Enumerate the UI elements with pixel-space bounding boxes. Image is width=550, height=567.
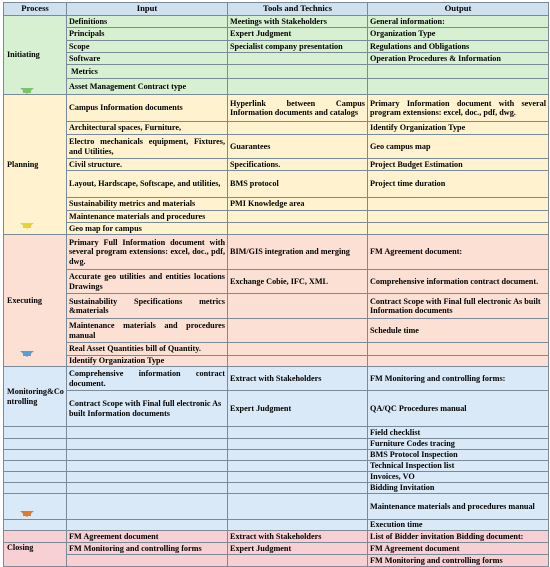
cell-tools: Guarantees [228,135,368,159]
table-row [4,95,549,122]
cell-input: Sustainability metrics and materials [67,198,228,211]
cell-input: Asset Management Contract type [67,79,228,95]
cell-tools [228,356,368,367]
header-tools: Tools and Technics [228,3,368,16]
table-row [4,270,549,294]
table-row [4,171,549,198]
cell-tools: Expert Judgment [228,28,368,41]
cell-input [67,520,228,531]
cell-tools [228,555,368,567]
cell-input: Maintenance materials and procedures manual [67,319,228,343]
cell-input: Electro mechanicals equipment, Fixtures, and Utilities, [67,135,228,159]
cell-input: Maintenance materials and procedures [67,211,228,223]
table-row [4,211,549,223]
project-process-table [3,2,549,567]
cell-tools [228,461,368,472]
table-row [4,367,549,391]
cell-tools: BMS protocol [228,171,368,198]
cell-tools [228,223,368,235]
cell-input: Metrics [67,65,228,79]
table-row [4,520,549,531]
table-row [4,531,549,543]
cell-process [4,472,67,483]
cell-process [4,461,67,472]
cell-process [4,531,67,543]
cell-input: Identify Organization Type [67,356,228,367]
table-row [4,439,549,450]
cell-output: QA/QC Procedures manual [368,391,549,427]
cell-output: BMS Protocol Inspection [368,450,549,461]
table-row [4,427,549,439]
cell-output: Geo campus map [368,135,549,159]
cell-input: Accurate geo utilities and entities locations Drawings [67,270,228,294]
table-row [4,122,549,135]
cell-tools [228,122,368,135]
cell-output: Maintenance materials and procedures manual [368,494,549,520]
cell-output [368,343,549,356]
cell-output [368,198,549,211]
table-row [4,159,549,171]
cell-input: Campus Information documents [67,95,228,122]
cell-tools [228,211,368,223]
phase-planning: Planning [4,95,67,235]
cell-output: Technical Inspection list [368,461,549,472]
cell-output: Project time duration [368,171,549,198]
cell-output [368,223,549,235]
cell-tools [228,65,368,79]
cell-output [368,65,549,79]
cell-output [368,79,549,95]
cell-output: Contract Scope with Final full electronic As built Information documents [368,294,549,319]
cell-tools: Expert Judgment [228,391,368,427]
cell-output: FM Agreement document: [368,235,549,270]
green-down-arrow-icon [20,88,34,94]
cell-tools [228,319,368,343]
cell-output: FM Monitoring and controlling forms: [368,367,549,391]
cell-input [67,461,228,472]
cell-process [4,439,67,450]
phase-initiating: Initiating [4,16,67,95]
table-row [4,41,549,53]
table-row [4,450,549,461]
cell-input [67,555,228,567]
cell-tools: Hyperlink between Campus Information documents and catalogs [228,95,368,122]
cell-input: Contract Scope with Final full electronic As built Information documents [67,391,228,427]
cell-input [67,427,228,439]
header-input: Input [67,3,228,16]
header-process: Process [4,3,67,16]
table-row [4,198,549,211]
phase-closing: Closing [4,543,67,567]
table-row [4,494,549,520]
cell-tools: BIM/GIS integration and merging [228,235,368,270]
cell-output: Identify Organization Type [368,122,549,135]
cell-input [67,439,228,450]
cell-output: Regulations and Obligations [368,41,549,53]
table-row [4,79,549,95]
cell-input: Sustainability Specifications metrics &materials [67,294,228,319]
cell-tools [228,483,368,494]
orange-down-arrow-icon [20,511,34,517]
cell-tools [228,450,368,461]
cell-process [4,494,67,520]
cell-tools: Meetings with Stakeholders [228,16,368,28]
cell-input: Architectural spaces, Furniture, [67,122,228,135]
cell-output: Primary Information document with several program extensions: excel, doc., pdf, dwg. [368,95,549,122]
phase-monitoring: Monitoring&Co ntrolling [4,367,67,427]
table-row [4,28,549,41]
cell-output: Field checklist [368,427,549,439]
cell-output: General information: [368,16,549,28]
cell-input: Software [67,53,228,65]
cell-tools: Expert Judgment [228,543,368,555]
cell-output: Bidding Invitation [368,483,549,494]
header-output: Output [368,3,549,16]
cell-input: FM Monitoring and controlling forms [67,543,228,555]
table-row [4,135,549,159]
cell-tools [228,494,368,520]
table-row [4,235,549,270]
yellow-down-arrow-icon [20,223,34,229]
cell-input [67,494,228,520]
table-row [4,294,549,319]
table-row [4,223,549,235]
cell-input: Definitions [67,16,228,28]
cell-tools [228,294,368,319]
table-row [4,65,549,79]
cell-output: FM Agreement document [368,543,549,555]
cell-input [67,472,228,483]
cell-output: Organization Type [368,28,549,41]
cell-output: Furniture Codes tracing [368,439,549,450]
cell-process [4,520,67,531]
cell-output: Schedule time [368,319,549,343]
cell-output: Execution time [368,520,549,531]
cell-tools [228,53,368,65]
cell-tools [228,427,368,439]
cell-process [4,483,67,494]
cell-input: Comprehensive information contract document. [67,367,228,391]
cell-input: FM Agreement document [67,531,228,543]
cell-input: Principals [67,28,228,41]
cell-tools: PMI Knowledge area [228,198,368,211]
cell-tools [228,472,368,483]
table-row [4,319,549,343]
blue-down-arrow-icon [20,351,34,357]
header-row [4,3,549,16]
cell-tools [228,343,368,356]
cell-tools: Exchange Cobie, IFC, XML [228,270,368,294]
cell-input: Real Asset Quantities bill of Quantity. [67,343,228,356]
cell-output: List of Bidder invitation Bidding document: [368,531,549,543]
table-row [4,53,549,65]
cell-input: Primary Full Information document with several program extensions: excel, doc., pdf, dwg. [67,235,228,270]
cell-input: Scope [67,41,228,53]
cell-output: Invoices, VO [368,472,549,483]
cell-output: FM Monitoring and controlling forms [368,555,549,567]
table-row [4,555,549,567]
cell-process [4,450,67,461]
cell-output: Project Budget Estimation [368,159,549,171]
cell-tools [228,439,368,450]
table-row [4,483,549,494]
table-row [4,543,549,555]
cell-output [368,211,549,223]
cell-tools: Extract with Stakeholders [228,531,368,543]
table-row [4,461,549,472]
phase-executing: Executing [4,235,67,367]
table-row [4,391,549,427]
table-row [4,356,549,367]
table-row [4,16,549,28]
cell-tools: Specialist company presentation [228,41,368,53]
table-row [4,472,549,483]
cell-input [67,483,228,494]
cell-input: Civil structure. [67,159,228,171]
cell-tools [228,520,368,531]
cell-output [368,356,549,367]
cell-process [4,427,67,439]
cell-tools: Specifications. [228,159,368,171]
cell-output: Comprehensive information contract document. [368,270,549,294]
cell-output: Operation Procedures & Information [368,53,549,65]
cell-input [67,450,228,461]
cell-input: Layout, Hardscape, Softscape, and utilities, [67,171,228,198]
cell-input: Geo map for campus [67,223,228,235]
cell-tools [228,79,368,95]
cell-tools: Extract with Stakeholders [228,367,368,391]
process-table-container [3,2,548,565]
table-row [4,343,549,356]
